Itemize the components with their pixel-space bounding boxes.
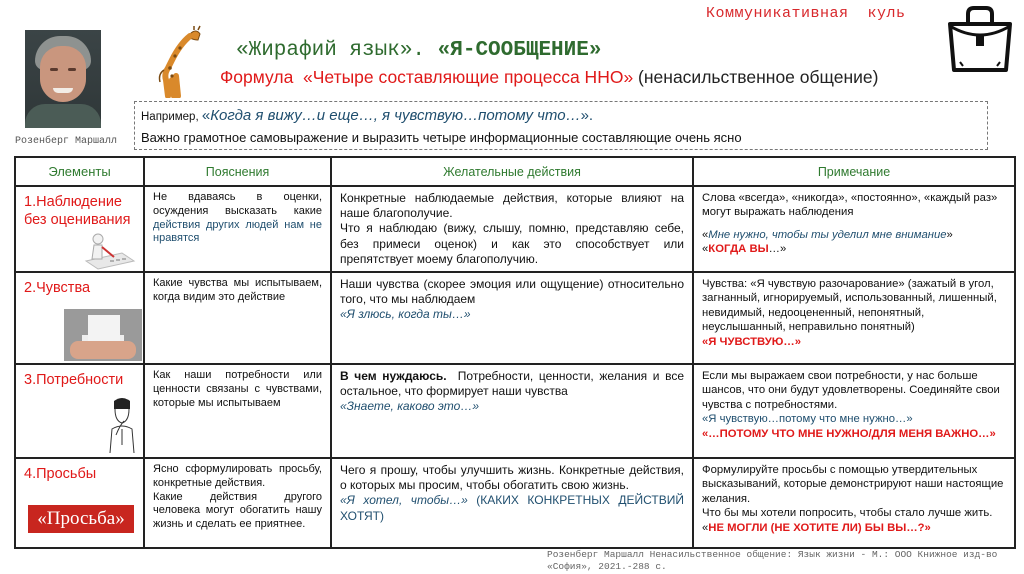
briefcase-icon — [946, 4, 1014, 74]
element-cell — [15, 458, 144, 548]
note-cell: Формулируйте просьбы с помощью утвердительных высказываний, которые демонстрируют наши настоящие желания. Что бы мы хотели попросить, чтобы стало лучше жить. «НЕ МОГЛИ (НЕ ХОТИТЕ ЛИ) БЫ ВЫ…?» — [693, 458, 1015, 548]
page-title: «Жирафий язык». «Я-СООБЩЕНИЕ» — [236, 39, 602, 62]
action-cell: Чего я прошу, чтобы улучшить жизнь. Конкретные действия, о которых мы просим, чтобы обогатить свою жизнь. «Я хотел, чтобы…» (КАКИХ КОНКРЕТНЫХ ДЕЙСТВИЙ ХОТЯТ) — [331, 458, 693, 548]
column-header-elements: Элементы — [15, 157, 144, 186]
table-row — [15, 458, 1015, 548]
request-badge: «Просьба» — [28, 505, 134, 533]
page-subtitle: Формула «Четыре составляющие процесса ННО» (ненасильственное общение) — [220, 67, 879, 87]
example-line: Например, «Когда я вижу…и еще…, я чувствую…потому что…». — [141, 107, 594, 124]
note-cell: Слова «всегда», «никогда», «постоянно», «каждый раз» могут выражать наблюдения «Мне нужно, чтобы ты уделил мне внимание» «КОГДА ВЫ…» — [693, 186, 1015, 272]
element-label: 4.Просьбы — [24, 466, 97, 483]
element-label: 1.Наблюдение без оценивания — [24, 194, 131, 228]
footer-citation: Розенберг Маршалл Ненасильственное общение: Язык жизни - М.: ООО Книжное изд-во «София», 2021.-288 с. — [547, 549, 998, 572]
note-cell: Если мы выражаем свои потребности, у нас больше шансов, что они будут удовлетворены. Соединяйте свои чувства с потребностями. «Я чувствую…потому что мне нужно…» «…ПОТОМУ ЧТО МНЕ НУЖНО/ДЛЯ МЕНЯ ВАЖНО…» — [693, 364, 1015, 458]
element-label: 2.Чувства — [24, 280, 91, 297]
note-cell: Чувства: «Я чувствую разочарование» (зажатый в угол, загнанный, игнорируемый, использованный, лишенный, невидимый, недооцененный, непонятный, неуслышанный, неправильно понятный) «Я ЧУВСТВУЮ…» — [693, 272, 1015, 364]
column-header-desired-actions: Желательные действия — [331, 157, 693, 186]
person-hiding-face-image — [64, 309, 142, 361]
action-cell: Наши чувства (скорее эмоция или ощущение) относительно того, что мы наблюдаем «Я злюсь, когда ты…» — [331, 272, 693, 364]
example-importance-line: Важно грамотное самовыражение и выразить четыре информационные составляющие очень ясно — [141, 130, 742, 145]
table-row — [15, 186, 1015, 272]
nvc-table — [14, 156, 1016, 549]
explanation-cell: Ясно сформулировать просьбу, конкретные действия. Какие действия другого человека могут обогатить нашу жизнь и сделать ее приятнее. — [144, 458, 331, 548]
element-cell — [15, 186, 144, 272]
table-row — [15, 272, 1015, 364]
column-header-notes: Примечание — [693, 157, 1015, 186]
action-cell: В чем нуждаюсь. Потребности, ценности, желания и все остальное, что формирует наши чувства «Знаете, каково это…» — [331, 364, 693, 458]
portrait-photo — [25, 30, 101, 128]
element-label: 3.Потребности — [24, 372, 124, 389]
element-cell — [15, 272, 144, 364]
explanation-cell: Какие чувства мы испытываем, когда видим это действие — [144, 272, 331, 364]
giraffe-icon — [150, 24, 206, 98]
table-header-row — [15, 157, 1015, 186]
example-box — [134, 101, 988, 150]
column-header-explanations: Пояснения — [144, 157, 331, 186]
observation-figure-image — [82, 231, 136, 271]
table-row — [15, 364, 1015, 458]
portrait-caption: Розенберг Маршалл — [15, 136, 118, 147]
thinking-man-image — [102, 395, 142, 455]
top-label: Коммуникативная куль — [706, 5, 906, 22]
explanation-cell: Не вдаваясь в оценки, осуждения высказать какие действия других людей нам не нравятся — [144, 186, 331, 272]
action-cell: Конкретные наблюдаемые действия, которые влияют на наше благополучие. Что я наблюдаю (вижу, слышу, помню, представляю себе, без примеси оценок) и как это способствует или препятствует моему благополучию. — [331, 186, 693, 272]
element-cell — [15, 364, 144, 458]
explanation-cell: Как наши потребности или ценности связаны с чувствами, которые мы испытываем — [144, 364, 331, 458]
